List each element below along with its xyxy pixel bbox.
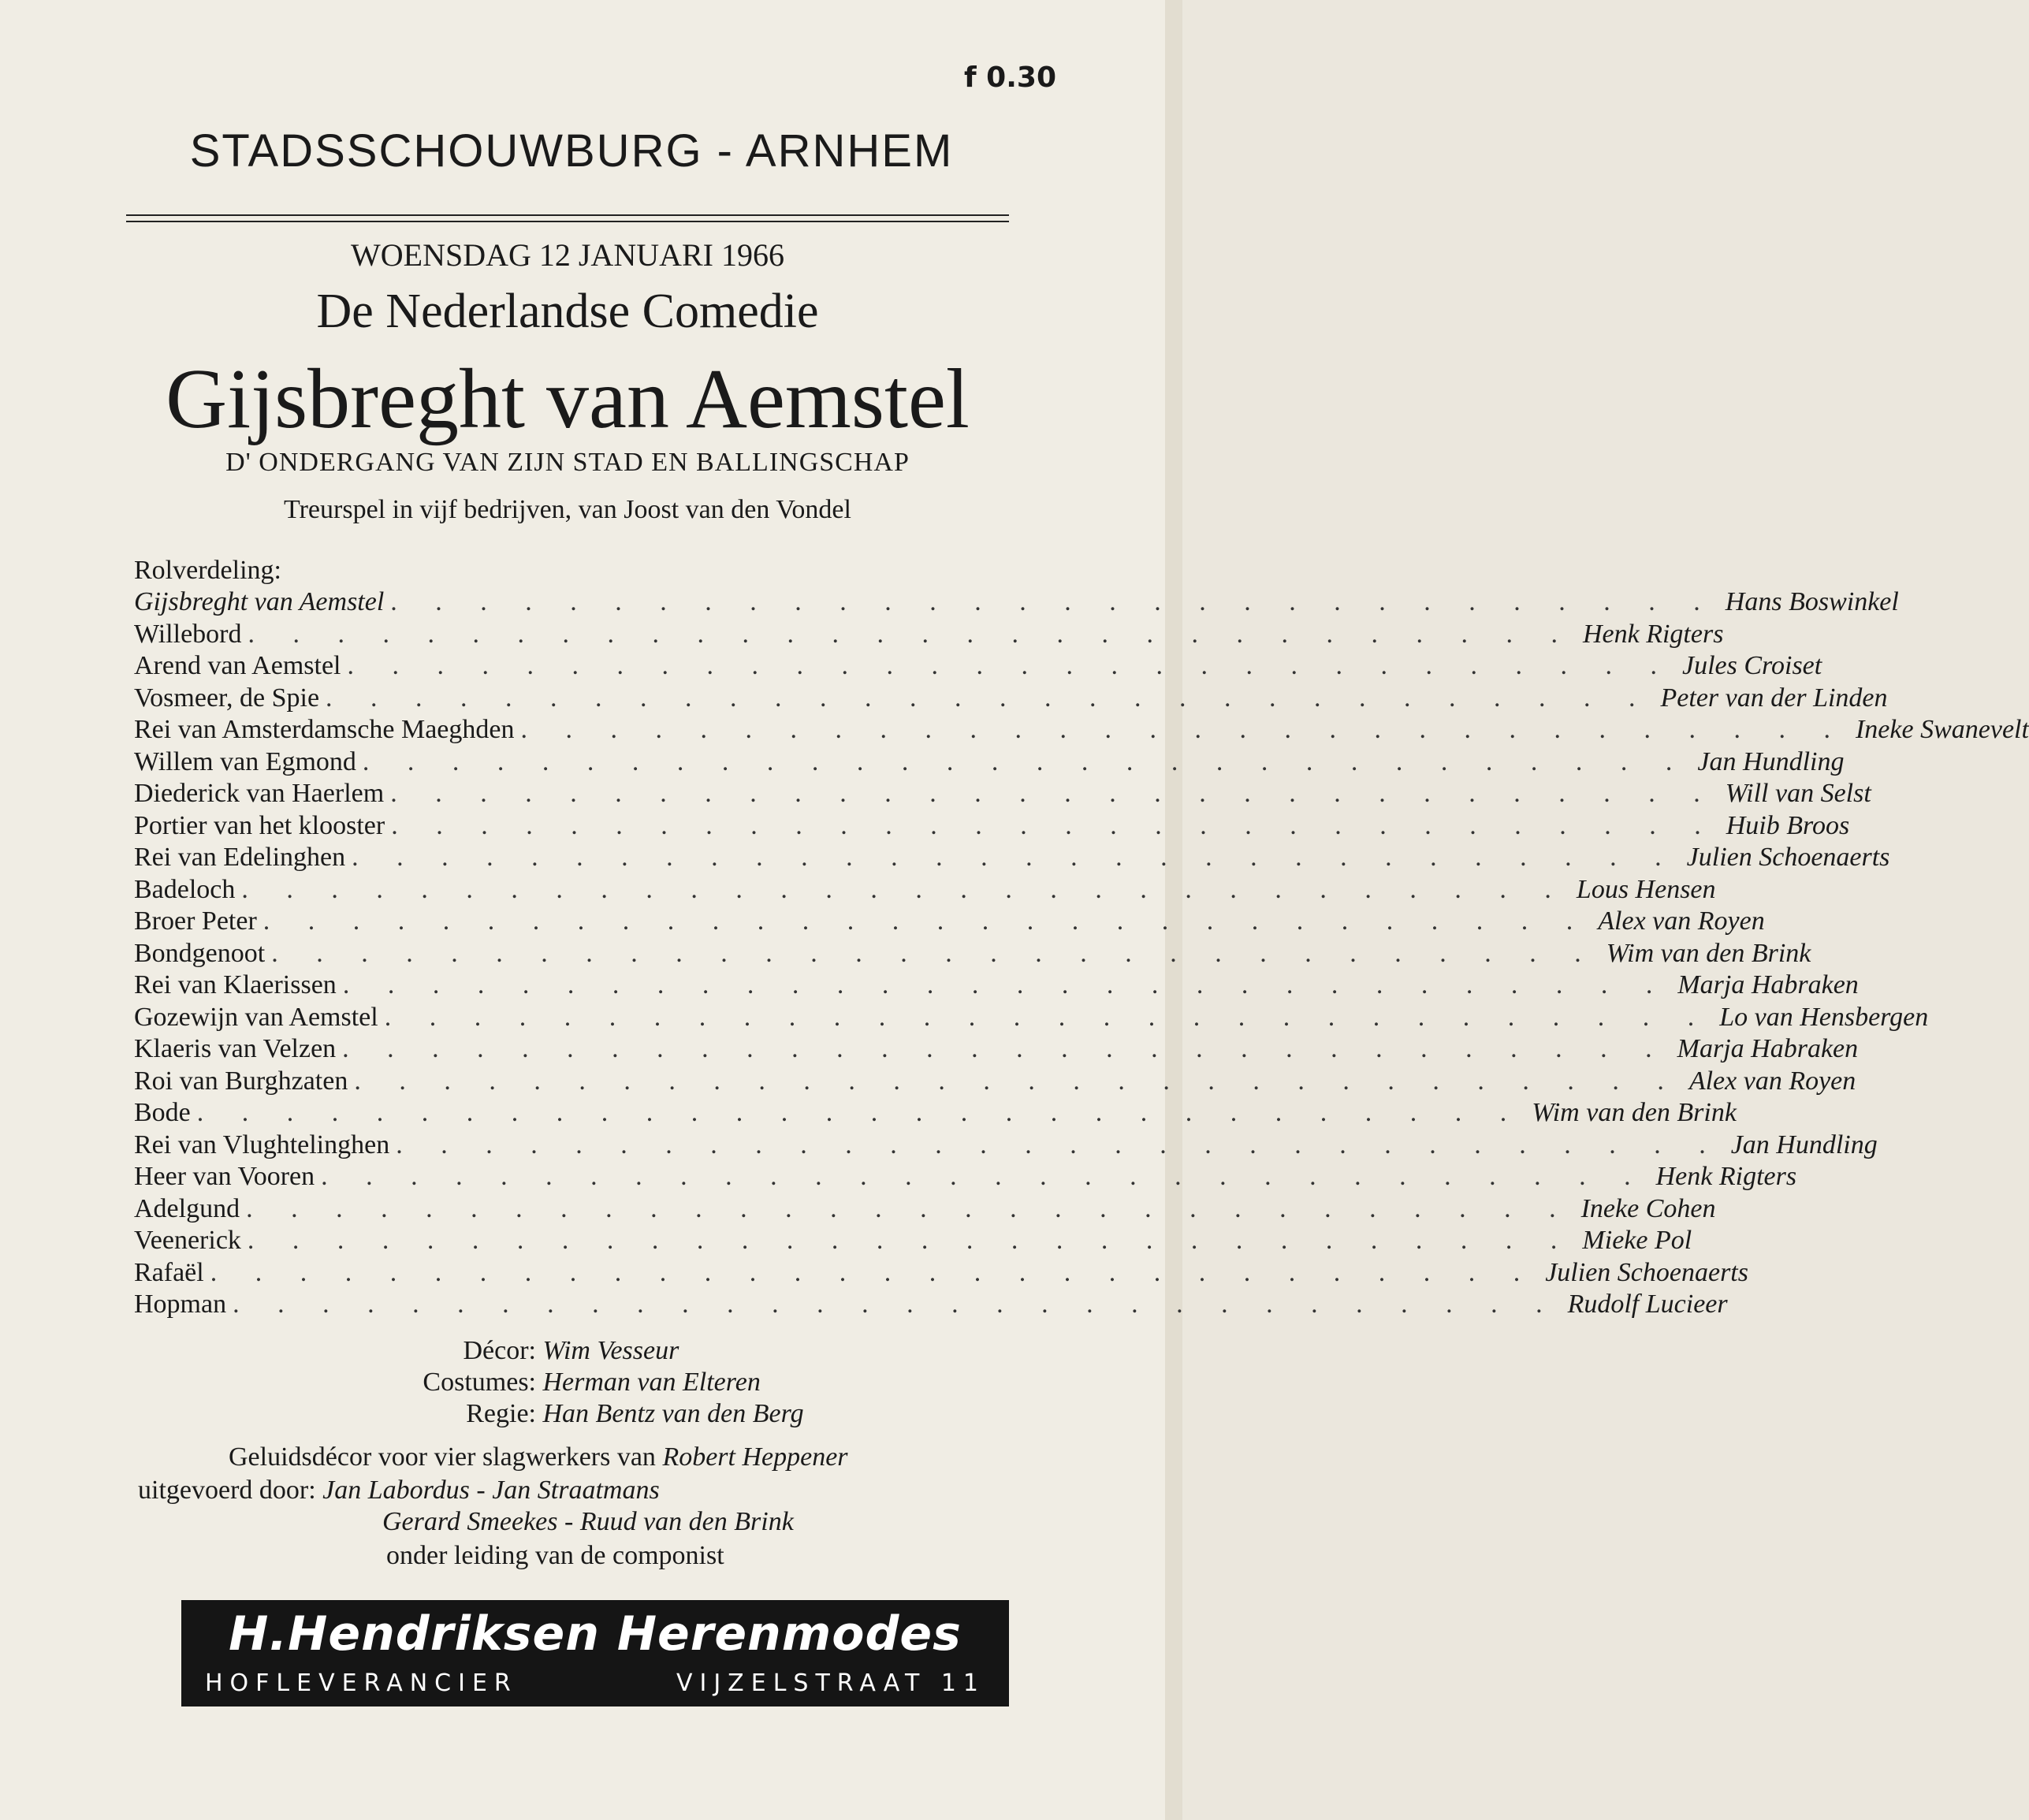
dot-leader: . . . . . . . . . . . . . . . . . . . . . . . . . . . . . . [196, 1098, 1523, 1127]
cast-row [134, 651, 1822, 683]
cast-row [134, 1066, 1856, 1099]
cast-role: Bondgenoot [134, 938, 266, 968]
dot-leader: . . . . . . . . . . . . . . . . . . . . . . . . . . . . . . [321, 1162, 1647, 1191]
cast-role: Rei van Vlughtelinghen [134, 1130, 390, 1159]
cast-actor: Jules Croiset [1682, 651, 1822, 680]
cast-actor: Huib Broos [1726, 810, 1850, 840]
cast-row [134, 843, 1890, 875]
credit-value: Jan Labordus - Jan Straatmans [322, 1476, 660, 1505]
cast-role: Willebord [134, 619, 242, 649]
credit-value: Wim Vesseur [542, 1336, 679, 1365]
play-subtitle: D' ONDERGANG VAN ZIJN STAD EN BALLINGSCHAP [225, 448, 910, 477]
cast-row [134, 587, 1899, 620]
credit-label: Regie: [466, 1399, 536, 1428]
cast-row [134, 938, 1811, 971]
cast-row [134, 746, 1845, 780]
dot-leader: . . . . . . . . . . . . . . . . . . . . . . . . . . . . . . [271, 938, 1597, 968]
cast-row [134, 970, 1859, 1003]
cast-row [134, 1130, 1878, 1163]
dot-leader: . . . . . . . . . . . . . . . . . . . . . . . . . . . . . . [352, 843, 1677, 872]
dot-leader: . . . . . . . . . . . . . . . . . . . . . . . . . . . . . . [326, 683, 1651, 713]
cast-role: Roi van Burghzaten [134, 1066, 348, 1096]
cast-role: Rafaël [134, 1257, 204, 1287]
cast-role: Gijsbreght van Aemstel [134, 587, 385, 616]
divider-rule [126, 214, 1009, 216]
divider-rule [126, 221, 1009, 222]
cast-actor: Alex van Royen [1688, 1066, 1856, 1096]
venue-title: STADSSCHOUWBURG - ARNHEM [189, 125, 954, 177]
cast-actor: Lo van Hensbergen [1719, 1002, 1929, 1032]
cast-row [134, 779, 1871, 811]
dot-leader: . . . . . . . . . . . . . . . . . . . . . . . . . . . . . . [210, 1257, 1536, 1287]
cast-actor: Marja Habraken [1677, 970, 1859, 999]
cast-role: Diederick van Haerlem [134, 779, 385, 808]
dot-leader: . . . . . . . . . . . . . . . . . . . . . . . . . . . . . . [347, 651, 1673, 680]
company-name: De Nederlandse Comedie [316, 285, 819, 338]
play-genre: Treurspel in vijf bedrijven, van Joost van den Vondel [284, 495, 851, 524]
dot-leader: . . . . . . . . . . . . . . . . . . . . . . . . . . . . . . [247, 1226, 1573, 1255]
dot-leader: . . . . . . . . . . . . . . . . . . . . . . . . . . . . . . [390, 587, 1716, 616]
cast-role: Vosmeer, de Spie [134, 683, 320, 713]
dot-leader: . . . . . . . . . . . . . . . . . . . . . . . . . . . . . . [246, 1193, 1572, 1223]
credit-conductor [386, 1541, 1285, 1571]
credit-sound [229, 1442, 1127, 1472]
credit-note: onder leiding van de componist [386, 1541, 724, 1570]
dot-leader: . . . . . . . . . . . . . . . . . . . . . . . . . . . . . . [520, 715, 1846, 744]
cast-heading: Rolverdeling: [134, 556, 281, 585]
credit-value: Han Bentz van den Berg [542, 1399, 804, 1428]
cast-role: Heer van Vooren [134, 1162, 315, 1191]
cast-actor: Henk Rigters [1655, 1162, 1797, 1191]
credit-regie [126, 1399, 1025, 1429]
cast-role: Gozewijn van Aemstel [134, 1002, 378, 1032]
cast-role: Bode [134, 1098, 191, 1127]
cast-row [134, 1257, 1748, 1290]
dot-leader: . . . . . . . . . . . . . . . . . . . . . . . . . . . . . . [354, 1066, 1680, 1096]
cast-actor: Julien Schoenaerts [1686, 843, 1890, 872]
cast-role: Hopman [134, 1290, 227, 1319]
cast-row [134, 906, 1765, 939]
dot-leader: . . . . . . . . . . . . . . . . . . . . . . . . . . . . . . [396, 1130, 1722, 1159]
dot-leader: . . . . . . . . . . . . . . . . . . . . . . . . . . . . . . [233, 1290, 1558, 1319]
credit-value: Herman van Elteren [542, 1368, 761, 1397]
cast-role: Klaeris van Velzen [134, 1034, 337, 1063]
credit-decor [126, 1336, 1025, 1366]
credit-performers [138, 1476, 1037, 1506]
ad-tagline: HOFLEVERANCIER [205, 1669, 518, 1697]
credit-label: Costumes: [423, 1368, 536, 1397]
cast-actor: Julien Schoenaerts [1545, 1257, 1748, 1287]
cast-row [134, 810, 1850, 843]
dot-leader: . . . . . . . . . . . . . . . . . . . . . . . . . . . . . . [390, 779, 1716, 808]
cast-role: Badeloch [134, 874, 236, 904]
credit-costumes [126, 1368, 1025, 1398]
cast-row [134, 874, 1716, 907]
cast-actor: Ineke Cohen [1580, 1193, 1716, 1223]
ad-address: VIJZELSTRAAT 11 [676, 1669, 985, 1697]
cast-row [134, 683, 1888, 716]
cast-row [134, 1226, 1692, 1258]
cast-actor: Lous Hensen [1576, 874, 1716, 904]
cast-actor: Rudolf Lucieer [1567, 1290, 1728, 1319]
cast-actor: Henk Rigters [1582, 619, 1724, 649]
cast-role: Willem van Egmond [134, 746, 356, 776]
cast-actor: Marja Habraken [1677, 1034, 1859, 1063]
cast-actor: Wim van den Brink [1606, 938, 1811, 968]
credit-label: Geluidsdécor voor vier slagwerkers van [229, 1442, 656, 1472]
cast-role: Portier van het klooster [134, 810, 385, 840]
cast-actor: Will van Selst [1725, 779, 1871, 808]
performance-date: WOENSDAG 12 JANUARI 1966 [351, 237, 784, 273]
ad-brand: H.Hendriksen Herenmodes [229, 1606, 962, 1662]
play-title: Gijsbreght van Aemstel [166, 352, 970, 446]
dot-leader: . . . . . . . . . . . . . . . . . . . . . . . . . . . . . . [342, 1034, 1668, 1063]
price-label: f 0.30 [963, 61, 1056, 94]
cast-row [134, 1290, 1728, 1322]
cast-role: Arend van Aemstel [134, 651, 341, 680]
cast-row [134, 1002, 1929, 1035]
dot-leader: . . . . . . . . . . . . . . . . . . . . . . . . . . . . . . [248, 619, 1573, 649]
cast-row [134, 1034, 1859, 1066]
cast-row [134, 1098, 1737, 1130]
dot-leader: . . . . . . . . . . . . . . . . . . . . . . . . . . . . . . [391, 810, 1717, 840]
cast-role: Rei van Klaerissen [134, 970, 337, 999]
cast-actor: Alex van Royen [1598, 906, 1765, 936]
cast-row [134, 619, 1724, 652]
cast-actor: Jan Hundling [1730, 1130, 1878, 1159]
cast-role: Veenerick [134, 1226, 241, 1255]
credit-performers-2 [382, 1507, 1281, 1537]
dot-leader: . . . . . . . . . . . . . . . . . . . . . . . . . . . . . . [362, 746, 1688, 776]
cast-actor: Peter van der Linden [1660, 683, 1888, 713]
dot-leader: . . . . . . . . . . . . . . . . . . . . . . . . . . . . . . [262, 906, 1589, 936]
cast-role: Rei van Edelinghen [134, 843, 346, 872]
cast-row [134, 1162, 1797, 1194]
advertisement [181, 1600, 1009, 1706]
cast-row [134, 715, 2029, 747]
credit-label: Décor: [463, 1336, 536, 1365]
cast-role: Adelgund [134, 1193, 240, 1223]
dot-leader: . . . . . . . . . . . . . . . . . . . . . . . . . . . . . . [384, 1002, 1711, 1032]
cast-actor: Mieke Pol [1582, 1226, 1692, 1255]
dot-leader: . . . . . . . . . . . . . . . . . . . . . . . . . . . . . . [342, 970, 1669, 999]
credit-label: uitgevoerd door: [138, 1476, 316, 1505]
cast-role: Rei van Amsterdamsche Maeghden [134, 715, 515, 744]
cast-actor: Wim van den Brink [1532, 1098, 1737, 1127]
cast-actor: Jan Hundling [1697, 746, 1845, 776]
cast-row [134, 1193, 1716, 1226]
cast-actor: Ineke Swanevelt [1855, 715, 2029, 744]
credit-value: Gerard Smeekes - Ruud van den Brink [382, 1507, 794, 1536]
dot-leader: . . . . . . . . . . . . . . . . . . . . . . . . . . . . . . [241, 874, 1567, 904]
credit-value: Robert Heppener [662, 1442, 848, 1472]
cast-list [134, 587, 2029, 1322]
cast-actor: Hans Boswinkel [1725, 587, 1899, 616]
cast-role: Broer Peter [134, 906, 257, 936]
